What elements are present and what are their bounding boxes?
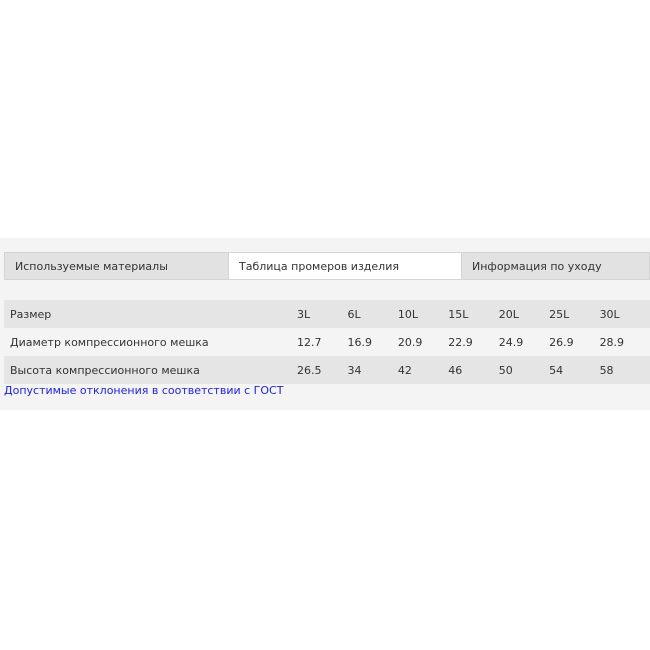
table-cell: 20.9	[398, 328, 448, 356]
row-label: Высота компрессионного мешка	[4, 356, 297, 384]
tab-size-chart[interactable]: Таблица промеров изделия	[229, 252, 461, 280]
table-cell: 16.9	[347, 328, 397, 356]
info-tabs	[4, 252, 650, 280]
tab-care-info[interactable]: Информация по уходу	[461, 252, 650, 280]
size-chart-table	[4, 300, 650, 384]
table-cell: 22.9	[448, 328, 498, 356]
row-label: Диаметр компрессионного мешка	[4, 328, 297, 356]
table-row-diameter	[4, 328, 650, 356]
table-cell: 30L	[600, 300, 650, 328]
table-cell: 12.7	[297, 328, 347, 356]
table-cell: 54	[549, 356, 599, 384]
table-cell: 26.9	[549, 328, 599, 356]
table-row-size	[4, 300, 650, 328]
row-label: Размер	[4, 300, 297, 328]
table-cell: 20L	[499, 300, 549, 328]
table-cell: 34	[347, 356, 397, 384]
table-cell: 6L	[347, 300, 397, 328]
table-cell: 24.9	[499, 328, 549, 356]
table-row-height	[4, 356, 650, 384]
table-cell: 3L	[297, 300, 347, 328]
table-cell: 46	[448, 356, 498, 384]
table-cell: 50	[499, 356, 549, 384]
tolerance-note-link[interactable]: Допустимые отклонения в соответствии с ГОСТ	[4, 384, 284, 397]
table-cell: 42	[398, 356, 448, 384]
table-cell: 15L	[448, 300, 498, 328]
table-cell: 10L	[398, 300, 448, 328]
tab-materials[interactable]: Используемые материалы	[4, 252, 229, 280]
table-cell: 58	[600, 356, 650, 384]
table-cell: 26.5	[297, 356, 347, 384]
table-cell: 25L	[549, 300, 599, 328]
table-cell: 28.9	[600, 328, 650, 356]
